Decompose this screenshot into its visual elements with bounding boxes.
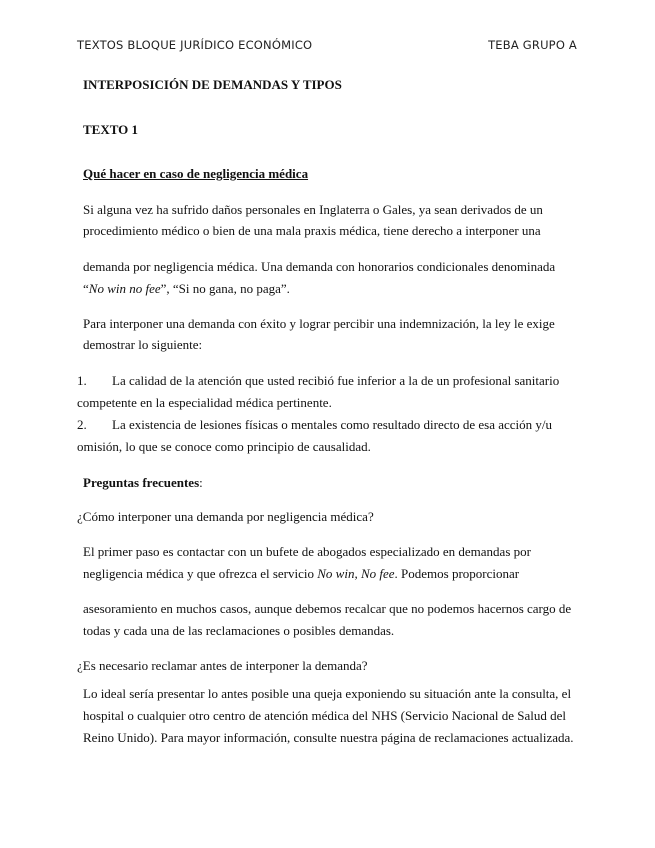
answer-1b-line-1: asesoramiento en muchos casos, aunque debemos recalcar que no podemos hacernos cargo de — [83, 601, 572, 616]
answer-2-line-1: Lo ideal sería presentar lo antes posible una queja exponiendo su situación ante la consulta, el — [83, 686, 572, 701]
question-2: ¿Es necesario reclamar antes de interponer la demanda? — [77, 658, 368, 673]
section-heading: Qué hacer en caso de negligencia médica — [83, 166, 309, 181]
paragraph-1-line-2: procedimiento médico o bien de una mala praxis médica, tiene derecho a interponer una — [83, 223, 541, 238]
answer-1b-line-2: todas y cada una de las reclamaciones o posibles demandas. — [83, 623, 395, 638]
header-left: TEXTOS BLOQUE JURÍDICO ECONÓMICO — [77, 38, 313, 52]
list-item-2-line-2: omisión, lo que se conoce como principio de causalidad. — [77, 439, 371, 454]
texto-label: TEXTO 1 — [83, 122, 139, 137]
answer-1-line-1: El primer paso es contactar con un bufete de abogados especializado en demandas por — [83, 544, 531, 559]
paragraph-2-line-2 — [83, 281, 290, 297]
paragraph-3-line-2: demostrar lo siguiente: — [83, 337, 203, 352]
answer-2-line-2: hospital o cualquier otro centro de atención médica del NHS (Servicio Nacional de Salud del — [83, 708, 567, 723]
question-1: ¿Cómo interponer una demanda por negligencia médica? — [77, 509, 374, 524]
paragraph-2-line-2-rest: ”, “Si no gana, no paga”. — [160, 281, 290, 296]
answer-1-line-2-start: negligencia médica y que ofrezca el servicio — [83, 566, 318, 581]
answer-1-line-2 — [83, 566, 519, 582]
paragraph-3-line-1: Para interponer una demanda con éxito y lograr percibir una indemnización, la ley le exige — [83, 316, 555, 331]
no-win-no-fee-service: No win, No fee — [317, 566, 395, 581]
no-win-no-fee-term: No win no fee — [88, 281, 161, 296]
answer-2-line-3: Reino Unido). Para mayor información, consulte nuestra página de reclamaciones actualizada. — [83, 730, 574, 745]
list-item-2-line-1: La existencia de lesiones físicas o mentales como resultado directo de esa acción y/u — [112, 417, 553, 432]
paragraph-2-line-1: demanda por negligencia médica. Una demanda con honorarios condicionales denominada — [83, 259, 556, 274]
answer-1-line-2-end: . Podemos proporcionar — [394, 566, 520, 581]
faq-colon: : — [199, 475, 203, 490]
faq-label: Preguntas frecuentes — [83, 475, 200, 490]
open-quote: “ — [83, 281, 89, 296]
faq-heading — [83, 475, 203, 491]
header-right: TEBA GRUPO A — [488, 38, 577, 52]
list-item-1-line-1: La calidad de la atención que usted recibió fue inferior a la de un profesional sanitario — [112, 373, 560, 388]
document-title: INTERPOSICIÓN DE DEMANDAS Y TIPOS — [83, 77, 342, 92]
list-item-2-number: 2. — [77, 417, 87, 432]
list-item-1-line-2: competente en la especialidad médica pertinente. — [77, 395, 332, 410]
paragraph-1-line-1: Si alguna vez ha sufrido daños personales en Inglaterra o Gales, ya sean derivados de un — [83, 202, 543, 217]
list-item-1-number: 1. — [77, 373, 87, 388]
